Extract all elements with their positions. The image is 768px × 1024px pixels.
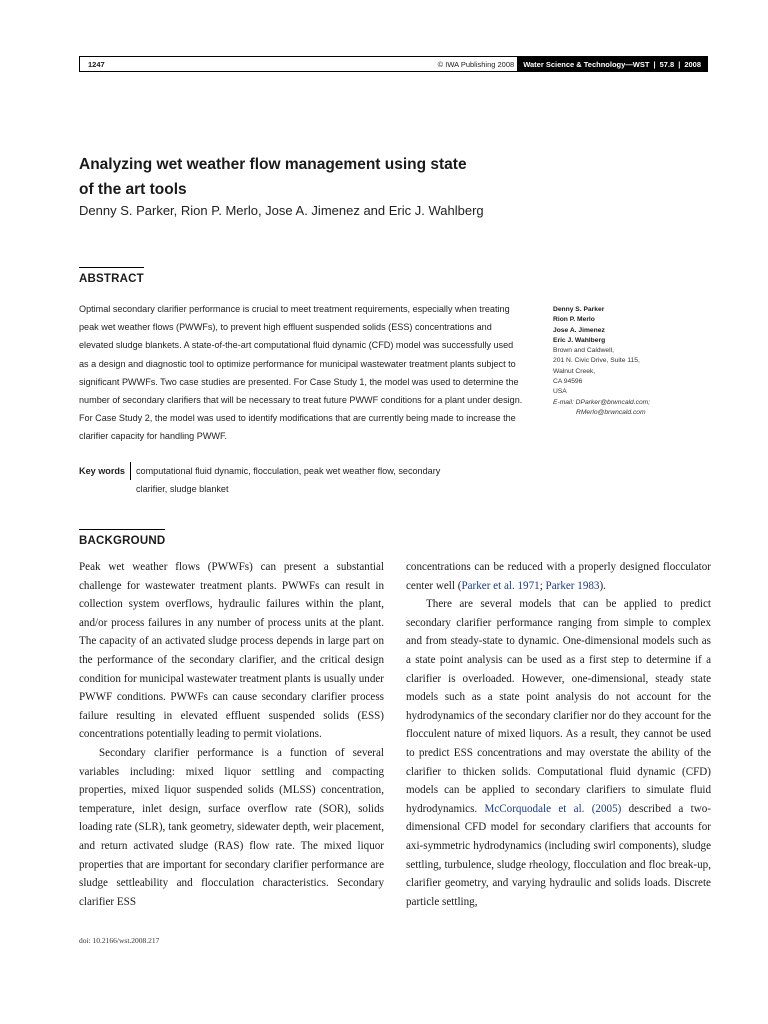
affiliation-street: 201 N. Civic Drive, Suite 115, <box>553 357 640 365</box>
keywords-list: computational fluid dynamic, flocculation, peak wet weather flow, secondary clarifier, sludge blanket <box>136 466 441 495</box>
journal-name: Water Science & Technology—WST <box>523 59 650 69</box>
copyright-notice: © IWA Publishing 2008 <box>437 59 515 69</box>
author-list: Denny S. Parker, Rion P. Merlo, Jose A. Jimenez and Eric J. Wahlberg <box>79 203 484 218</box>
page-number: 1247 <box>88 59 105 69</box>
abstract-body: Optimal secondary clarifier performance is crucial to meet treatment requirements, especially when treating peak wet weather flows (PWWFs), to prevent high effluent suspended solids (ESS) concentrations and elevated sludge blankets. A state-of-the-art computational fluid dynamic (CFD) model was successfully used as a design and diagnostic tool to optimize performance for municipal wastewater treatment plants subject to significant PWWFs. Two case studies are presented. For Case Study 1, the model was used to determine the number of secondary clarifiers that will be necessary to treat future PWWF conditions for a plant under design. For Case Study 2, the model was used to identify modifications that are currently being made to increase the clarifier capacity for handling PWWF. <box>79 304 523 442</box>
paper-title <box>79 152 549 202</box>
body-column-right <box>406 558 711 911</box>
keywords-label: Key words <box>79 462 131 480</box>
citation-link[interactable]: Parker 1983 <box>545 579 600 592</box>
separator: | <box>678 59 681 69</box>
affiliation-name: Eric J. Wahlberg <box>553 336 606 344</box>
email-link[interactable]: E-mail: DParker@brwncald.com; <box>553 398 651 406</box>
abstract-heading: ABSTRACT <box>79 273 144 285</box>
title-line-1: Analyzing wet weather flow management using state <box>79 156 467 173</box>
journal-volume: 57.8 <box>659 59 675 69</box>
affiliation-zip: CA 94596 <box>553 378 583 386</box>
affiliation-name: Denny S. Parker <box>553 306 605 313</box>
paragraph: There are several models that can be applied to predict secondary clarifier performance ranging from simple to complex and from steady-state to dynamic. One-dimensional models such as a state point analysis can be used as a first step to determine if a clarifier is overloaded. However, one-dimensional, steady state models such as a state point analysis do not account for the hydrodynamics of the secondary clarifier nor do they account for the flocculent nature of mixed liquors. As a result, they cannot be used to predict ESS concentrations and may overstate the ability of the clarifier to thicken solids. Computational fluid dynamic (CFD) models can be applied to secondary clarifiers to simulate fluid hydrodynamics. McCorquodale et al. (2005) described a two-dimensional CFD model for secondary clarifiers that accounts for axi-symmetric hydrodynamics (including swirl components), sludge settling, turbulence, sludge rheology, flocculation and floc break-up, clarifier geometry, and varying hydraulic and solids loads. Discrete particle settling, <box>406 598 711 908</box>
affiliation-country: USA <box>553 388 567 396</box>
doi[interactable]: doi: 10.2166/wst.2008.217 <box>79 936 160 945</box>
title-line-2: of the art tools <box>79 181 187 198</box>
journal-year: 2008 <box>684 59 701 69</box>
email-link[interactable]: RMerlo@brwncald.com <box>576 408 646 416</box>
paragraph: Peak wet weather flows (PWWFs) can present a substantial challenge for wastewater treatment plants. PWWFs can result in collection system overflows, hydraulic failures within the plant, and/or process failures in any number of process units at the plant. The capacity of an activated sludge process depends in large part on the performance of the secondary clarifier, and the critical design condition for municipal wastewater treatment plants is usually under PWWF conditions. PWWFs can cause secondary clarifier process failure resulting in elevated effluent suspended solids (ESS) concentrations potentially leading to permit violations. <box>79 561 384 741</box>
citation-link[interactable]: Parker et al. 1971 <box>461 579 540 592</box>
journal-header-bar <box>79 56 708 72</box>
abstract-text <box>79 300 524 446</box>
author-affiliation <box>553 305 723 418</box>
affiliation-name: Jose A. Jimenez <box>553 326 605 334</box>
affiliation-city: Walnut Creek, <box>553 367 596 375</box>
paragraph: concentrations can be reduced with a properly designed flocculator center well (Parker et al. 1971; Parker 1983). <box>406 561 711 592</box>
paragraph: Secondary clarifier performance is a function of several variables including: mixed liquor settling and compacting properties, mixed liquor suspended solids (MLSS) concentration, temperature, inlet design, surface overflow rate (SOR), solids loading rate (SLR), tank geometry, sidewater depth, weir placement, and return activated sludge (RAS) flow rate. The mixed liquor properties that are important for secondary clarifier performance are sludge settleability and flocculation characteristics. Secondary clarifier ESS <box>79 746 384 908</box>
affiliation-org: Brown and Caldwell, <box>553 347 614 355</box>
background-heading: BACKGROUND <box>79 535 166 547</box>
journal-info <box>517 57 707 71</box>
citation-link[interactable]: McCorquodale et al. (2005) <box>484 802 622 815</box>
keywords <box>79 462 524 498</box>
separator: | <box>653 59 656 69</box>
affiliation-name: Rion P. Merlo <box>553 316 595 324</box>
body-column-left <box>79 558 384 911</box>
